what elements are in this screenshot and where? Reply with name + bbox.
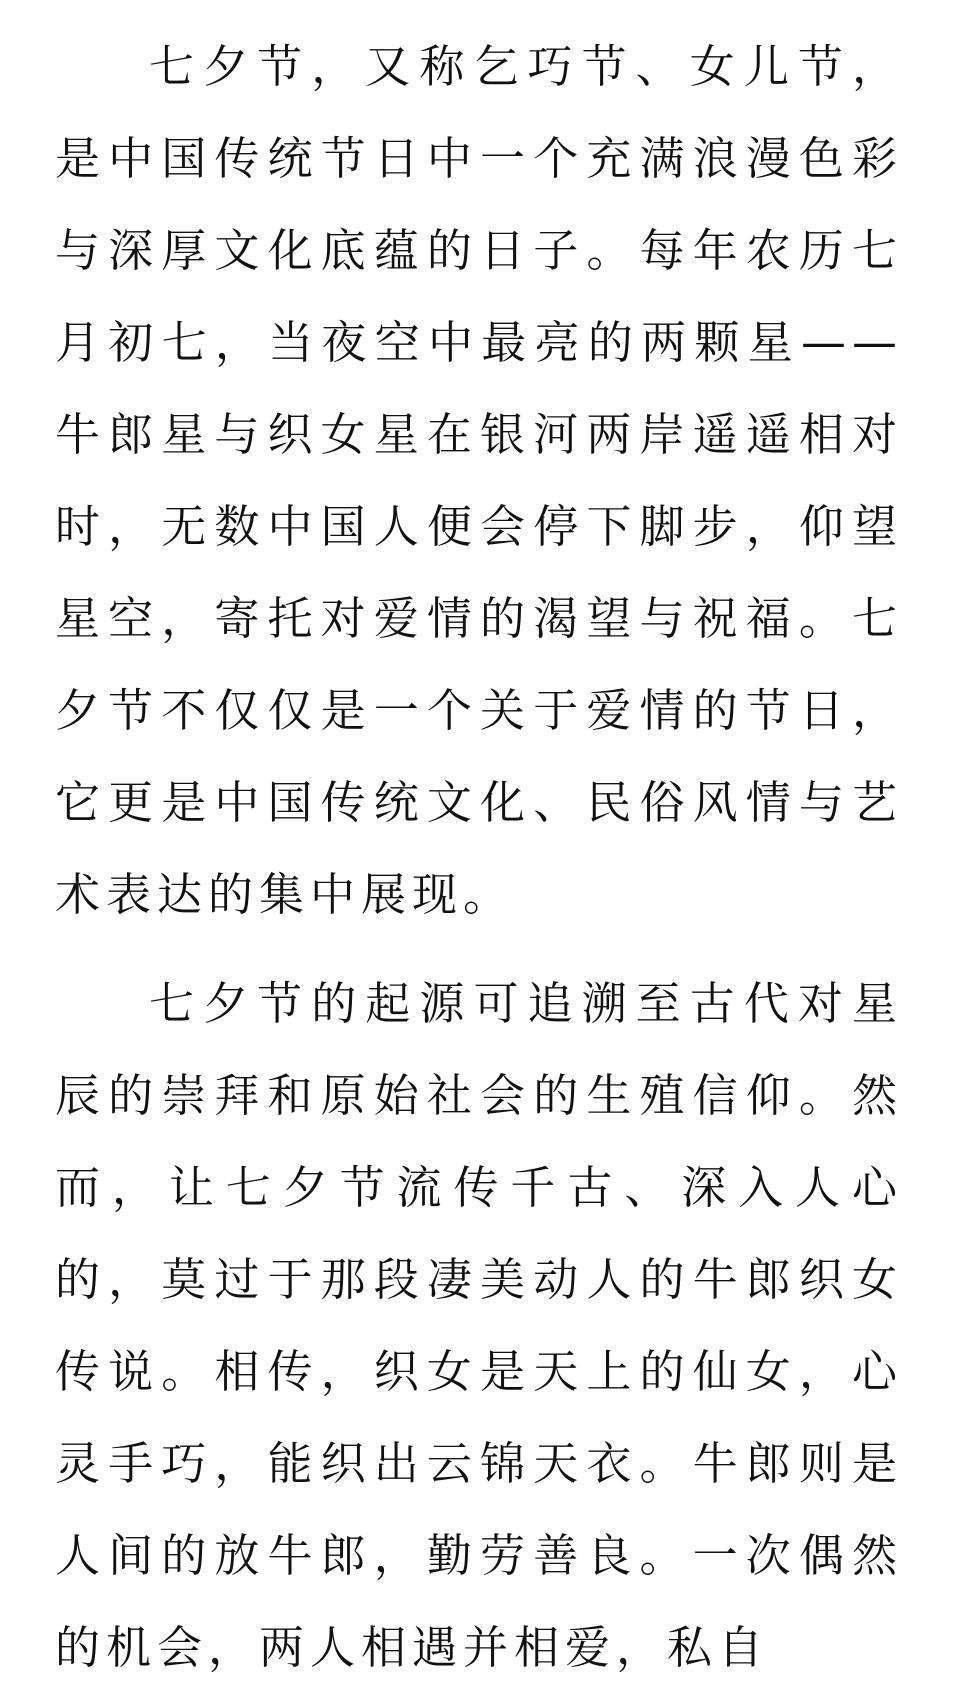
paragraph-intro: 七夕节，又称乞巧节、女儿节，是中国传统节日中一个充满浪漫色彩与深厚文化底蕴的日子。每年农历七月初七，当夜空中最亮的两颗星——牛郎星与织女星在银河两岸遥遥相对时，无数中国人便会停下脚步，仰望星空，寄托对爱情的渴望与祝福。七夕节不仅仅是一个关于爱情的节日，它更是中国传统文化、民俗风情与艺术表达的集中展现。 (55, 40, 903, 921)
paragraph-origin: 七夕节的起源可追溯至古代对星辰的崇拜和原始社会的生殖信仰。然而，让七夕节流传千古、深入人心的，莫过于那段凄美动人的牛郎织女传说。相传，织女是天上的仙女，心灵手巧，能织出云锦天衣。牛郎则是人间的放牛郎，勤劳善良。一次偶然的机会，两人相遇并相爱，私自 (55, 977, 903, 1674)
